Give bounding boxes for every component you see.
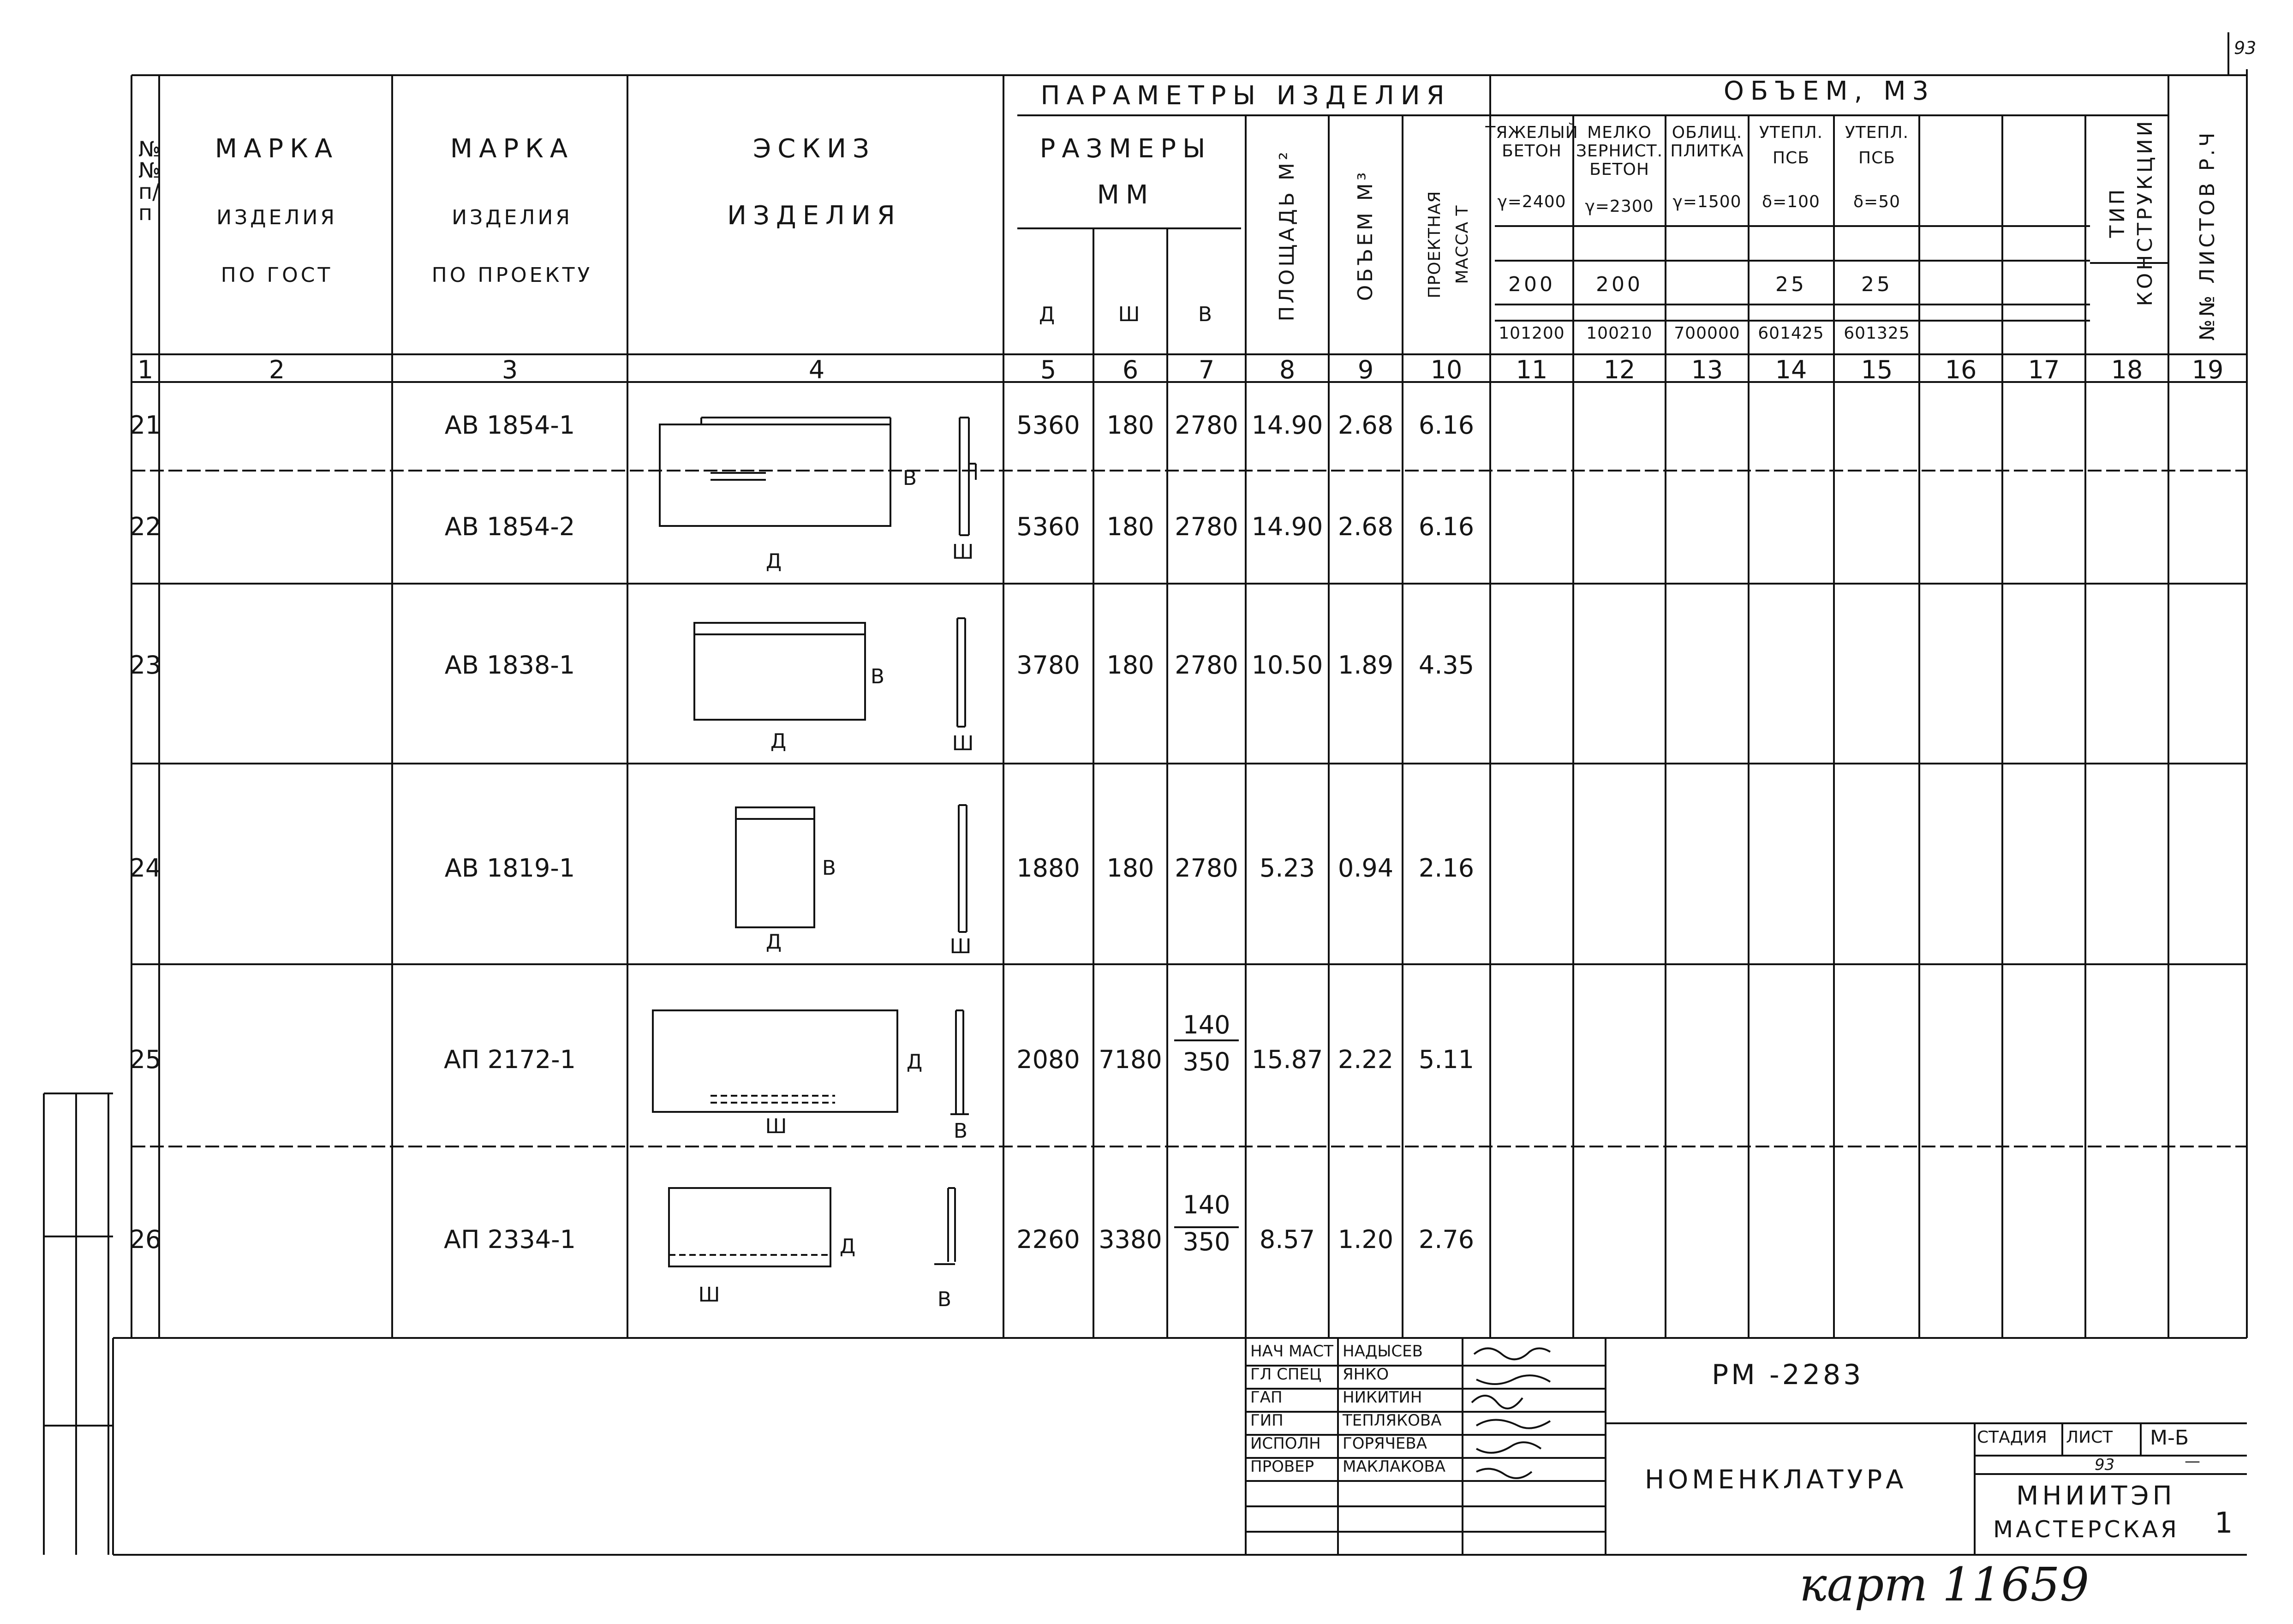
column-number-6: 6: [1122, 355, 1139, 384]
row-mass: 6.16: [1418, 512, 1475, 541]
workshop-number: 1: [2215, 1506, 2233, 1540]
sketch-label-v-5: В: [937, 1288, 955, 1311]
row-volume: 2.68: [1338, 512, 1394, 541]
stamp-role: ГИП: [1250, 1411, 1284, 1430]
sheet-label: ЛИСТ: [2066, 1428, 2113, 1447]
mat1-name-1: ТЯЖЕЛЫЙ: [1485, 123, 1578, 142]
row-number: 25: [129, 1045, 161, 1074]
sketch-label-d-3: Д: [765, 930, 785, 954]
mat5-thick: 25: [1861, 273, 1893, 296]
sketch-ab1819: [736, 805, 967, 932]
mat4-name-2: ПСБ: [1773, 149, 1809, 167]
volume-header: ОБЪЕМ М³: [1354, 169, 1377, 301]
doc-code: РМ -2283: [1712, 1359, 1864, 1391]
signature-2: [1476, 1375, 1550, 1384]
stamp-role: ГАП: [1250, 1388, 1283, 1407]
mat2-name-1: МЕЛКО: [1587, 123, 1652, 142]
row-dim-d: 5360: [1016, 411, 1080, 440]
row-dim-v: 2780: [1175, 651, 1238, 680]
stamp-name: ГОРЯЧЕВА: [1343, 1434, 1427, 1453]
stamp-name: НАДЫСЕВ: [1343, 1342, 1423, 1361]
sketch-ab1854: [660, 418, 976, 535]
column-number-2: 2: [269, 355, 285, 384]
sketch-label-v-4: В: [953, 1119, 971, 1143]
row-volume: 1.89: [1338, 651, 1394, 680]
row-area: 14.90: [1251, 512, 1323, 541]
sizes-unit: ММ: [1097, 180, 1155, 210]
signature-1: [1474, 1349, 1550, 1360]
row-number: 23: [129, 651, 161, 680]
col-header-number: №№ п/п: [138, 137, 161, 225]
row-volume: 1.20: [1338, 1225, 1394, 1254]
stamp-name: МАКЛАКОВА: [1343, 1457, 1446, 1476]
mat2-code: 100210: [1586, 324, 1653, 343]
handwritten-note: карт 11659: [1799, 1558, 2090, 1612]
row-dim-v-top: 140: [1182, 1010, 1230, 1039]
signature-5: [1476, 1442, 1541, 1453]
stamp-role: НАЧ МАСТ: [1250, 1342, 1334, 1361]
col-header-sketch-1: ЭСКИЗ: [753, 134, 876, 164]
mat5-code: 601325: [1844, 324, 1910, 343]
col-header-gost-mark-2: ИЗДЕЛИЯ: [216, 206, 337, 229]
sketch-label-sh-2: Ш: [952, 732, 977, 755]
column-number-3: 3: [502, 355, 518, 384]
mat5-name-2: ПСБ: [1858, 149, 1895, 167]
col-header-sketch-2: ИЗДЕЛИЯ: [727, 201, 902, 231]
row-area: 15.87: [1251, 1045, 1323, 1074]
doc-title: НОМЕНКЛАТУРА: [1645, 1465, 1907, 1495]
mat4-gamma: δ=100: [1762, 192, 1820, 211]
column-number-1: 1: [137, 355, 154, 384]
params-header: ПАРАМЕТРЫ ИЗДЕЛИЯ: [1040, 81, 1451, 111]
row-dim-sh: 180: [1106, 411, 1154, 440]
column-number-5: 5: [1040, 355, 1057, 384]
sketch-label-d-2: Д: [770, 729, 789, 753]
mat4-name-1: УТЕПЛ.: [1759, 123, 1823, 142]
mass-header-1: ПРОЕКТНАЯ: [1425, 191, 1444, 299]
type-header-2: КОНСТРУКЦИИ: [2133, 118, 2157, 306]
type-header-1: ТИП: [2106, 186, 2129, 238]
mat4-thick: 25: [1775, 273, 1807, 296]
row-dim-v: 2780: [1175, 854, 1238, 883]
stamp-role: ПРОВЕР: [1250, 1457, 1314, 1476]
mat5-gamma: δ=50: [1853, 192, 1900, 211]
column-number-4: 4: [808, 355, 825, 384]
row-mass: 6.16: [1418, 411, 1475, 440]
workshop: МАСТЕРСКАЯ: [1993, 1516, 2180, 1543]
stamp-name: НИКИТИН: [1343, 1388, 1422, 1407]
row-dim-sh: 180: [1106, 854, 1154, 883]
volume-group-header: ОБЪЕМ, М3: [1723, 76, 1935, 106]
stamp-name: ЯНКО: [1343, 1365, 1389, 1384]
column-number-14: 14: [1775, 355, 1807, 384]
mat1-code: 101200: [1499, 324, 1565, 343]
mat2-gamma: γ=2300: [1585, 197, 1654, 216]
mat1-name-2: БЕТОН: [1502, 142, 1562, 161]
row-dim-v-top: 140: [1182, 1190, 1230, 1219]
mat3-gamma: γ=1500: [1672, 192, 1742, 211]
row-number: 21: [129, 411, 161, 440]
dim-sh-header: Ш: [1118, 303, 1143, 326]
mat4-code: 601425: [1758, 324, 1824, 343]
col-header-project-mark-3: ПО ПРОЕКТУ: [431, 263, 593, 287]
sketch-label-d: Д: [765, 549, 785, 573]
mat3-name-1: ОБЛИЦ.: [1672, 123, 1743, 142]
sizes-header: РАЗМЕРЫ: [1039, 134, 1212, 164]
sketch-label-d-5: Д: [839, 1235, 859, 1258]
col-header-gost-mark-1: МАРКА: [215, 134, 339, 164]
sketch-label-v: В: [902, 466, 920, 490]
sheets-header: №№ ЛИСТОВ Р.Ч: [2196, 130, 2219, 341]
org-name: МНИИТЭП: [2016, 1481, 2176, 1511]
mat5-name-1: УТЕПЛ.: [1845, 123, 1909, 142]
stamp-name: ТЕПЛЯКОВА: [1343, 1411, 1442, 1430]
sketch-label-sh-4: Ш: [765, 1115, 790, 1138]
row-volume: 2.22: [1338, 1045, 1394, 1074]
sketch-ab1838: [694, 618, 965, 727]
sketch-label-d-4: Д: [906, 1050, 926, 1074]
stamp-dash: —: [2185, 1452, 2200, 1470]
mat3-name-2: ПЛИТКА: [1670, 142, 1744, 161]
row-area: 14.90: [1251, 411, 1323, 440]
row-volume: 0.94: [1338, 854, 1394, 883]
sketch-label-v-3: В: [822, 856, 839, 880]
row-dim-v-bottom: 350: [1182, 1047, 1230, 1076]
col-header-project-mark-1: МАРКА: [450, 134, 574, 164]
row-area: 5.23: [1259, 854, 1315, 883]
signature-4: [1476, 1420, 1550, 1428]
signature-3: [1472, 1396, 1523, 1409]
column-number-15: 15: [1861, 355, 1893, 384]
row-mark-project: АВ 1854-2: [444, 512, 575, 541]
row-mass: 5.11: [1418, 1045, 1475, 1074]
column-number-17: 17: [2028, 355, 2060, 384]
dim-v-header: В: [1198, 303, 1215, 326]
row-mass: 2.16: [1418, 854, 1475, 883]
row-dim-sh: 180: [1106, 651, 1154, 680]
row-dim-sh: 180: [1106, 512, 1154, 541]
row-number: 24: [129, 854, 161, 883]
row-mass: 4.35: [1418, 651, 1475, 680]
col-header-gost-mark-3: ПО ГОСТ: [221, 263, 333, 287]
column-number-7: 7: [1198, 355, 1215, 384]
row-mass: 2.76: [1418, 1225, 1475, 1254]
row-area: 10.50: [1251, 651, 1323, 680]
mat1-gamma: γ=2400: [1497, 192, 1566, 211]
column-number-10: 10: [1430, 355, 1463, 384]
sketch-label-sh-3: Ш: [949, 935, 974, 958]
row-number: 26: [129, 1225, 161, 1254]
mat2-thick: 200: [1596, 273, 1643, 296]
series-label: М-Б: [2150, 1426, 2189, 1450]
row-dim-v-bottom: 350: [1182, 1227, 1230, 1256]
mat2-name-2: ЗЕРНИСТ.: [1576, 142, 1663, 161]
row-mark-project: АВ 1838-1: [444, 651, 575, 680]
sketch-ap2334: [669, 1188, 955, 1266]
sketch-label-sh-5: Ш: [698, 1283, 723, 1307]
stamp-role: ИСПОЛН: [1250, 1434, 1321, 1453]
row-dim-sh: 3380: [1099, 1225, 1162, 1254]
stamp-sheet-number: 93: [2095, 1456, 2115, 1474]
area-header: ПЛОЩАДЬ М²: [1275, 149, 1299, 322]
page-number: 93: [2234, 38, 2257, 58]
mat1-thick: 200: [1508, 273, 1555, 296]
row-mark-project: АП 2334-1: [444, 1225, 576, 1254]
column-number-9: 9: [1357, 355, 1374, 384]
sketch-label-v-2: В: [870, 665, 888, 688]
column-number-11: 11: [1516, 355, 1548, 384]
row-mark-project: АВ 1819-1: [444, 854, 575, 883]
row-area: 8.57: [1259, 1225, 1315, 1254]
mat2-name-3: БЕТОН: [1589, 160, 1649, 179]
row-dim-d: 1880: [1016, 854, 1080, 883]
row-dim-d: 2080: [1016, 1045, 1080, 1074]
column-number-18: 18: [2111, 355, 2143, 384]
row-volume: 2.68: [1338, 411, 1394, 440]
mat3-code: 700000: [1674, 324, 1740, 343]
mass-header-2: МАССА Т: [1453, 205, 1472, 284]
column-number-16: 16: [1945, 355, 1977, 384]
dim-d-header: Д: [1039, 303, 1058, 326]
row-number: 22: [129, 512, 161, 541]
stamp-role: ГЛ СПЕЦ: [1250, 1365, 1322, 1384]
sketch-label-sh: Ш: [952, 540, 977, 564]
row-dim-d: 5360: [1016, 512, 1080, 541]
signature-6: [1476, 1469, 1532, 1478]
stage-label: СТАДИЯ: [1977, 1428, 2047, 1447]
row-dim-v: 2780: [1175, 512, 1238, 541]
row-dim-d: 2260: [1016, 1225, 1080, 1254]
row-mark-project: АВ 1854-1: [444, 411, 575, 440]
row-dim-d: 3780: [1016, 651, 1080, 680]
col-header-project-mark-2: ИЗДЕЛИЯ: [452, 206, 573, 229]
column-number-19: 19: [2191, 355, 2224, 384]
row-dim-v: 2780: [1175, 411, 1238, 440]
row-mark-project: АП 2172-1: [444, 1045, 576, 1074]
column-number-8: 8: [1279, 355, 1296, 384]
column-number-13: 13: [1691, 355, 1723, 384]
row-dim-sh: 7180: [1099, 1045, 1162, 1074]
column-number-12: 12: [1603, 355, 1636, 384]
